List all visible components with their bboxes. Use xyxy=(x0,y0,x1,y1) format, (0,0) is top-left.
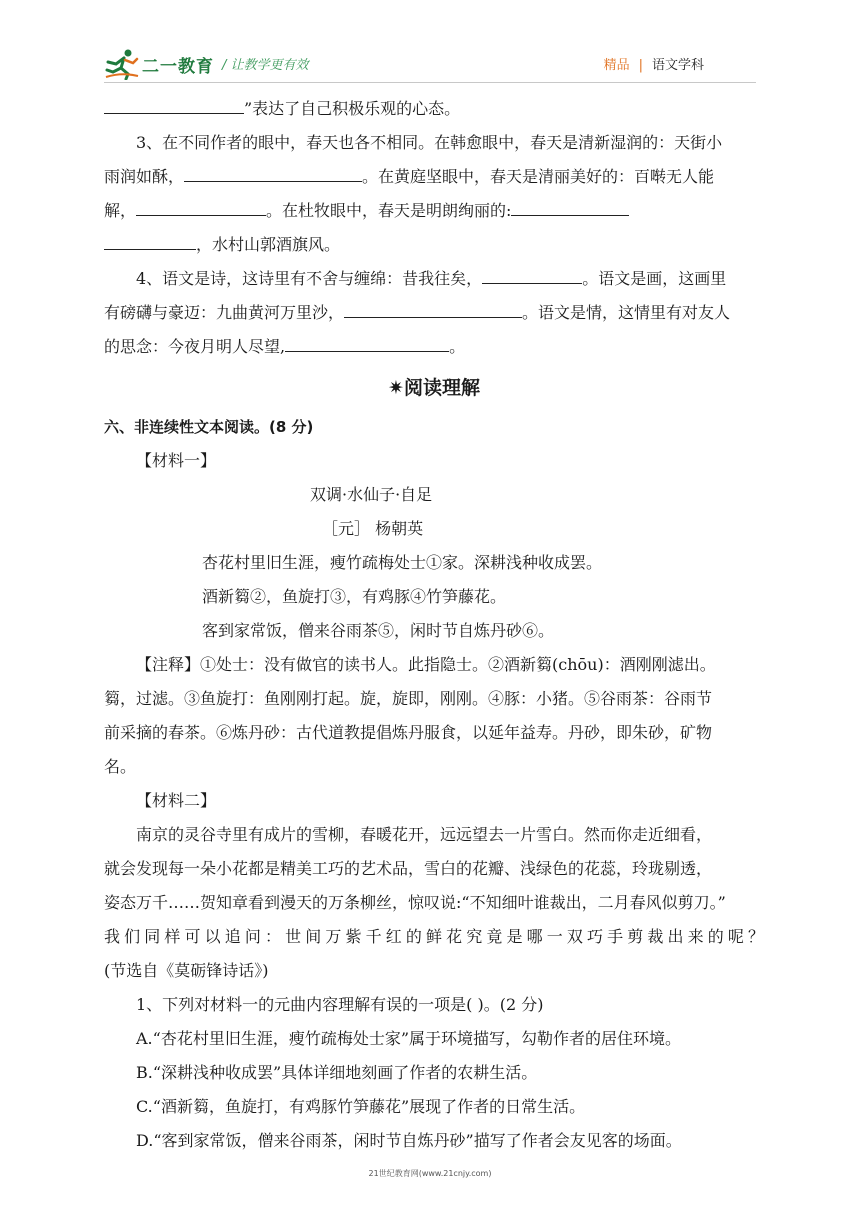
option-a: A.“杏花村里旧生涯，瘦竹疏梅处士家”属于环境描写，勾勒作者的居住环境。 xyxy=(136,1029,682,1048)
passage-line: 姿态万千……贺知章看到漫天的万条柳丝，惊叹说:“不知细叶谁裁出，二月春风似剪刀。” xyxy=(104,893,726,912)
text-fragment: 的思念：今夜月明人尽望, xyxy=(104,337,286,356)
text-fragment: 。在黄庭坚眼中，春天是清丽美好的：百啭无人能 xyxy=(362,167,715,186)
text-fragment: 。在杜牧眼中，春天是明朗绚丽的: xyxy=(266,201,512,220)
poem-author: ［元］ 杨朝英 xyxy=(322,519,424,538)
question-stem: 1、下列对材料一的元曲内容理解有误的一项是( )。(2 分) xyxy=(136,995,544,1014)
section-title: ✷阅读理解 xyxy=(388,377,480,399)
note-line: 名。 xyxy=(104,757,137,776)
text-fragment: 。语文是画，这画里 xyxy=(582,269,727,288)
header-right xyxy=(604,54,704,73)
poem-title: 双调·水仙子·自足 xyxy=(310,485,433,504)
document-body xyxy=(104,92,764,1158)
poem-line: 杏花村里旧生涯，瘦竹疏梅处士①家。深耕浅种收成罢。 xyxy=(202,553,603,572)
option-c: C.“酒新篘，鱼旋打，有鸡豚竹笋藤花”展现了作者的日常生活。 xyxy=(136,1097,586,1116)
passage-line: 南京的灵谷寺里有成片的雪柳，春暖花开，远远望去一片雪白。然而你走近细看， xyxy=(136,825,713,844)
text-fragment: ，水村山郭酒旗风。 xyxy=(196,235,341,254)
answer-blank xyxy=(511,197,629,216)
text-line xyxy=(104,330,764,364)
page-header xyxy=(0,0,860,90)
answer-blank xyxy=(285,333,449,352)
text-fragment: 4、语文是诗，这诗里有不舍与缠绵：昔我往矣， xyxy=(136,269,483,288)
text-line xyxy=(104,160,764,194)
text-fragment: 有磅礴与豪迈：九曲黄河万里沙， xyxy=(104,303,345,322)
answer-blank xyxy=(104,95,244,114)
note-line: 【注释】①处士：没有做官的读书人。此指隐士。②酒新篘(chōu)：酒刚刚滤出。 xyxy=(136,655,716,674)
text-line xyxy=(104,92,764,126)
passage-line: 就会发现每一朵小花都是精美工巧的艺术品，雪白的花瓣、浅绿色的花蕊，玲珑剔透， xyxy=(104,859,713,878)
material-label: 【材料一】 xyxy=(136,451,217,470)
text-line xyxy=(104,296,764,330)
material-label: 【材料二】 xyxy=(136,791,217,810)
answer-blank xyxy=(482,265,582,284)
text-fragment: ”表达了自己积极乐观的心态。 xyxy=(244,99,461,118)
question-heading: 六、非连续性文本阅读。(8 分) xyxy=(104,418,314,436)
brand-name: 二一教育 xyxy=(142,56,214,77)
brand-logo xyxy=(104,48,214,80)
text-line xyxy=(104,262,764,296)
text-fragment: 。 xyxy=(449,337,466,356)
text-line xyxy=(104,228,764,262)
answer-blank xyxy=(136,197,266,216)
text-fragment: 雨润如酥， xyxy=(104,167,185,186)
passage-line: 我们同样可以追问：世间万紫千红的鲜花究竟是哪一双巧手剪裁出来的呢？ xyxy=(104,927,764,946)
page-footer: 21世纪教育网(www.21cnjy.com) xyxy=(368,1169,492,1178)
header-separator: | xyxy=(638,58,643,73)
option-d: D.“客到家常饭，僧来谷雨茶，闲时节自炼丹砂”描写了作者会友见客的场面。 xyxy=(136,1131,682,1150)
option-b: B.“深耕浅种收成罢”具体详细地刻画了作者的农耕生活。 xyxy=(136,1063,538,1082)
note-line: 篘，过滤。③鱼旋打：鱼刚刚打起。旋，旋即，刚刚。④豚：小猪。⑤谷雨茶：谷雨节 xyxy=(104,689,713,708)
subject-label: 语文学科 xyxy=(651,58,704,73)
note-line: 前采摘的春茶。⑥炼丹砂：古代道教提倡炼丹服食，以延年益寿。丹砂，即朱砂，矿物 xyxy=(104,723,713,742)
text-line: 3、在不同作者的眼中，春天也各不相同。在韩愈眼中，春天是清新湿润的：天街小 xyxy=(136,133,723,152)
slogan: / 让教学更有效 xyxy=(222,58,309,73)
running-figure-icon xyxy=(104,48,140,80)
quality-label: 精品 xyxy=(603,58,630,73)
answer-blank xyxy=(184,163,362,182)
answer-blank xyxy=(104,231,196,250)
text-fragment: 。语文是情，这情里有对友人 xyxy=(522,303,731,322)
text-fragment: 解， xyxy=(104,201,137,220)
text-line xyxy=(104,194,764,228)
answer-blank xyxy=(344,299,522,318)
poem-line: 客到家常饭，僧来谷雨茶⑤，闲时节自炼丹砂⑥。 xyxy=(202,621,555,640)
passage-source: (节选自《莫砺锋诗话》) xyxy=(104,961,269,980)
header-divider xyxy=(104,82,756,83)
poem-line: 酒新篘②，鱼旋打③，有鸡豚④竹笋藤花。 xyxy=(202,587,507,606)
